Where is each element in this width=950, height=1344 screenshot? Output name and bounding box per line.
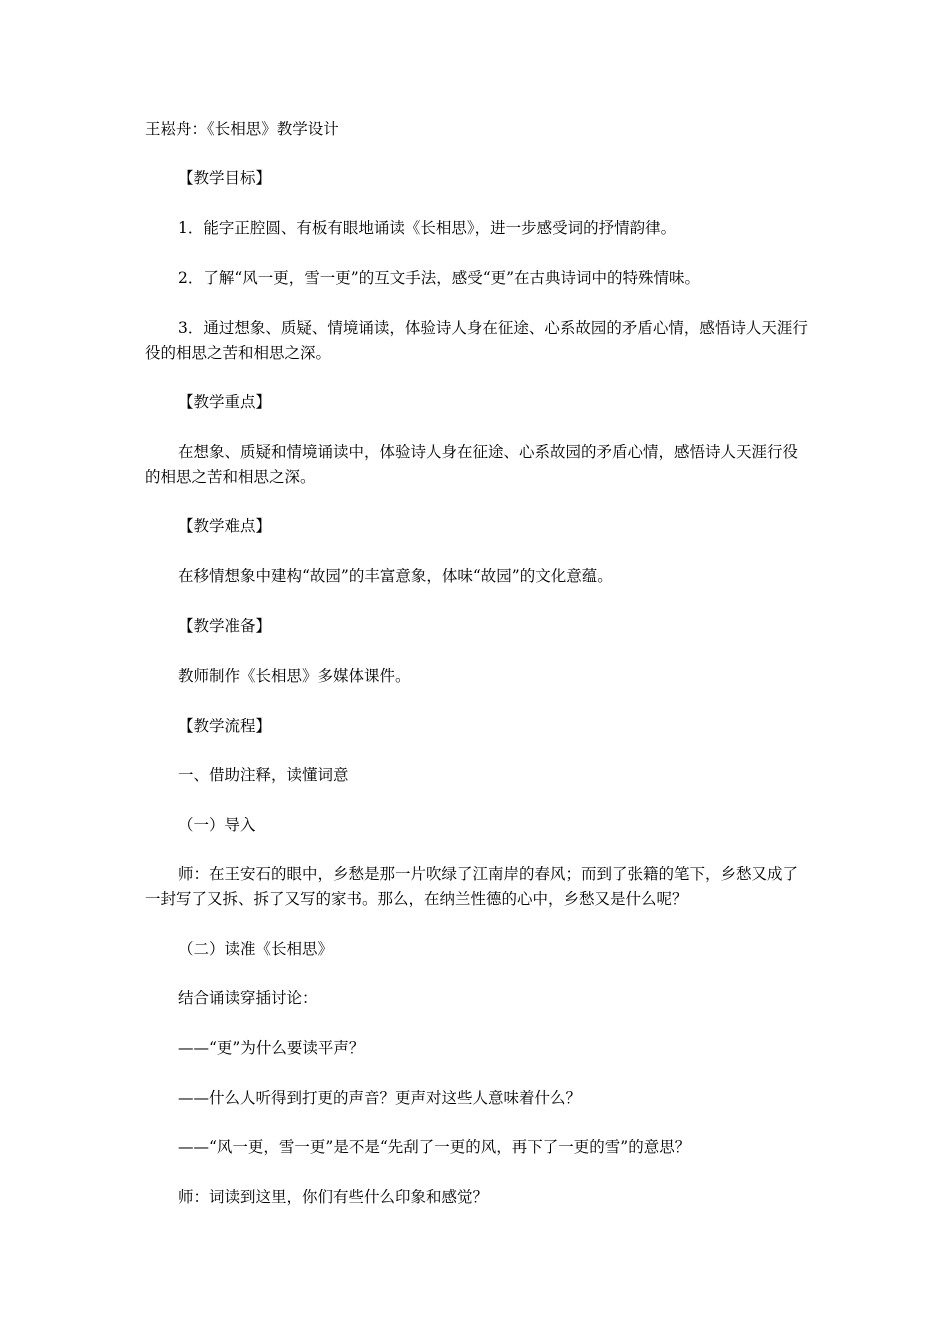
section-heading-key-points: 【教学重点】 <box>178 393 272 411</box>
process-substep-intro: （一）导入 <box>178 816 256 834</box>
discussion-intro: 结合诵读穿插讨论： <box>178 989 318 1007</box>
teacher-question: 师：词读到这里，你们有些什么印象和感觉？ <box>178 1188 489 1206</box>
objective-item-3: 3．通过想象、质疑、情境诵读，体验诗人身在征途、心系故园的矛盾心情，感悟诗人天涯行役的相思之苦和相思之深。 <box>145 319 808 362</box>
discussion-question-2: ——什么人听得到打更的声音？更声对这些人意味着什么？ <box>178 1089 582 1107</box>
document-title: 王崧舟：《长相思》教学设计 <box>145 120 339 138</box>
difficulties-text: 在移情想象中建构“故园”的丰富意象，体味“故园”的文化意蕴。 <box>178 567 613 585</box>
objective-item-2: 2．了解“风一更，雪一更”的互文手法，感受“更”在古典诗词中的特殊情味。 <box>178 269 701 287</box>
preparation-text: 教师制作《长相思》多媒体课件。 <box>178 667 411 685</box>
process-step-1: 一、借助注释，读懂词意 <box>178 766 349 784</box>
section-heading-process: 【教学流程】 <box>178 717 272 735</box>
discussion-question-1: ——“更”为什么要读平声？ <box>178 1039 365 1057</box>
teacher-intro-text: 师：在王安石的眼中，乡愁是那一片吹绿了江南岸的春风；而到了张籍的笔下，乡愁又成了一封写了又拆、拆了又写的家书。那么，在纳兰性德的心中，乡愁又是什么呢？ <box>145 865 799 908</box>
section-heading-objectives: 【教学目标】 <box>178 169 272 187</box>
discussion-question-3: ——“风一更，雪一更”是不是“先刮了一更的风，再下了一更的雪”的意思？ <box>178 1138 691 1156</box>
section-heading-difficulties: 【教学难点】 <box>178 517 272 535</box>
objective-item-1: 1．能字正腔圆、有板有眼地诵读《长相思》，进一步感受词的抒情韵律。 <box>178 219 677 237</box>
section-heading-preparation: 【教学准备】 <box>178 617 272 635</box>
key-points-text: 在想象、质疑和情境诵读中，体验诗人身在征途、心系故园的矛盾心情，感悟诗人天涯行役的相思之苦和相思之深。 <box>145 443 799 486</box>
process-substep-reading: （二）读准《长相思》 <box>178 940 334 958</box>
